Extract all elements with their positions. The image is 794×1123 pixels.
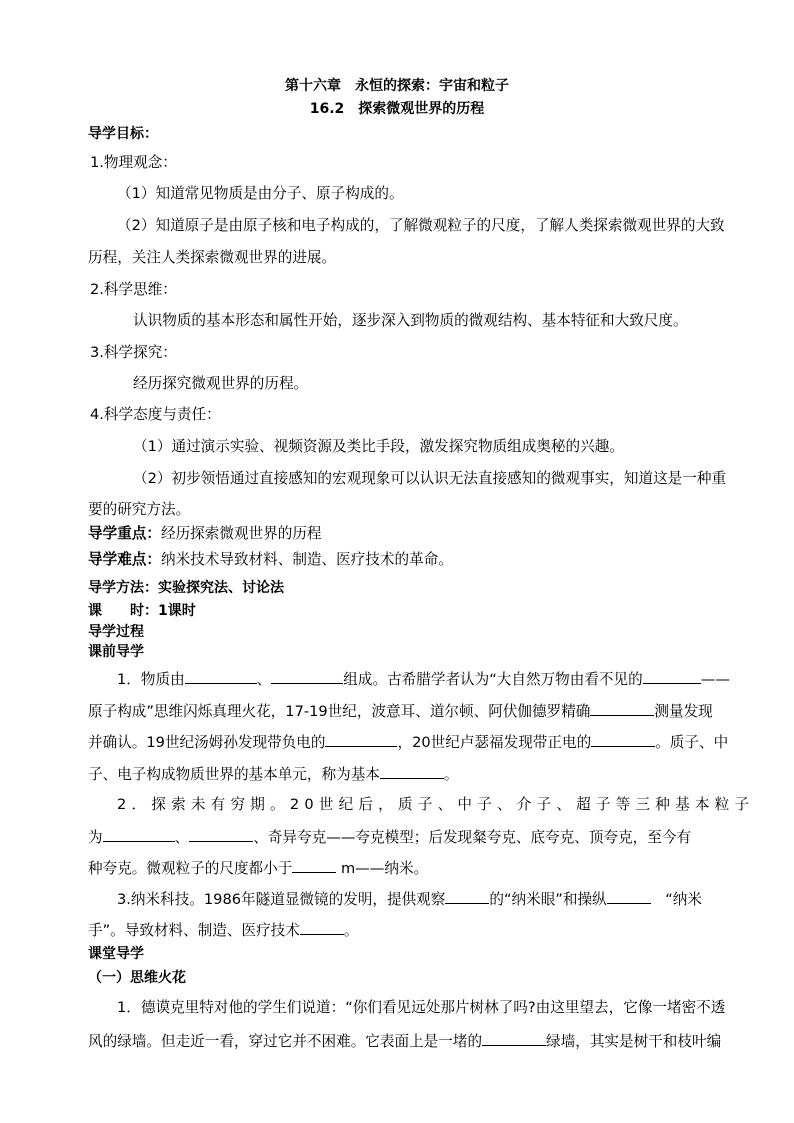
- difficulty: [88, 550, 453, 570]
- in-class-p1-line-2: [88, 1030, 721, 1052]
- blank[interactable]: [300, 919, 344, 935]
- objective-1-item-1: （1）知道常见物质是由分子、原子构成的。: [117, 185, 404, 202]
- q1-line-2: [88, 700, 713, 722]
- objective-1-item-2-line-2: 历程，关注人类探索微观世界的进展。: [88, 249, 337, 266]
- q2-line-2: [88, 826, 691, 848]
- q2-line-3: [88, 857, 428, 879]
- text: 1．物质由: [117, 671, 185, 688]
- objective-2-text: 认识物质的基本形态和属性开始，逐步深入到物质的微观结构、基本特征和大致尺度。: [133, 312, 688, 329]
- objective-3-heading: 3.科学探究：: [90, 344, 177, 361]
- objectives-heading: 导学目标：: [88, 126, 158, 142]
- in-class-heading: 课堂导学: [88, 946, 144, 962]
- section-title: 16.2 探索微观世界的历程: [309, 101, 485, 117]
- blank[interactable]: [292, 857, 336, 873]
- text: 。: [343, 922, 359, 939]
- text: 绿墙，其实是树干和枝叶编: [546, 1033, 722, 1050]
- text: 子、电子构成物质世界的基本单元，称为基本: [88, 766, 380, 783]
- text: 种夸克。微观粒子的尺度都小于: [88, 860, 293, 877]
- text: 、奇异夸克——夸克模型；后发现粲夸克、底夸克、顶夸克，至今有: [253, 829, 692, 846]
- difficulty-text: 纳米技术导致材料、制造、医疗技术的革命。: [160, 551, 453, 568]
- chapter-title: 第十六章 永恒的探索：宇宙和粒子: [285, 78, 509, 94]
- blank[interactable]: [607, 888, 651, 904]
- method: 导学方法：实验探究法、讨论法: [88, 580, 284, 596]
- text: 手”。导致材料、制造、医疗技术: [88, 922, 300, 939]
- text: 、: [174, 829, 190, 846]
- pre-class-heading: 课前导学: [88, 644, 144, 660]
- text: 。: [443, 766, 459, 783]
- blank[interactable]: [380, 763, 444, 779]
- key-point: [88, 524, 322, 544]
- key-point-label: 导学重点：: [88, 525, 161, 542]
- q1-line-1: [117, 668, 730, 690]
- objective-4-item-2-line-2: 要的研究方法。: [88, 501, 191, 518]
- text: ——: [700, 671, 730, 688]
- text: 测量发现: [654, 703, 713, 720]
- blank[interactable]: [271, 668, 343, 684]
- objective-1-heading: 1.物理观念：: [90, 154, 177, 171]
- blank[interactable]: [591, 731, 655, 747]
- blank[interactable]: [643, 668, 701, 684]
- text: m——纳米。: [336, 860, 429, 877]
- subsection-heading: （一）思维火花: [88, 970, 186, 986]
- blank[interactable]: [482, 1030, 546, 1046]
- objective-4-item-2-line-1: （2）初步领悟通过直接感知的宏观现象可以认识无法直接感知的微观事实，知道这是一种重: [133, 470, 727, 487]
- objective-3-text: 经历探究微观世界的历程。: [133, 375, 309, 392]
- key-point-text: 经历探索微观世界的历程: [160, 525, 322, 542]
- text: “纳米: [650, 891, 702, 908]
- objective-4-heading: 4.科学态度与责任：: [90, 406, 221, 423]
- blank[interactable]: [590, 700, 654, 716]
- text: ，20世纪卢瑟福发现带正电的: [397, 734, 592, 751]
- q1-line-4: [88, 763, 459, 785]
- text: 组成。古希腊学者认为“大自然万物由看不见的: [343, 671, 643, 688]
- in-class-p1-line-1: 1．德谟克里特对他的学生们说道：“你们看见远处那片树林了吗?由这里望去，它像一堵密不透: [117, 999, 726, 1016]
- blank[interactable]: [445, 888, 489, 904]
- blank[interactable]: [103, 826, 175, 842]
- objective-1-item-2-line-1: （2）知道原子是由原子核和电子构成的，了解微观粒子的尺度，了解人类探索微观世界的大致: [117, 217, 725, 234]
- period: 课 时：1课时: [88, 603, 196, 619]
- objective-4-item-1: （1）通过演示实验、视频资源及类比手段，激发探究物质组成奥秘的兴趣。: [133, 438, 624, 455]
- text: 3.纳米科技。1986年隧道显微镜的发明，提供观察: [117, 891, 446, 908]
- difficulty-label: 导学难点：: [88, 551, 161, 568]
- q3-line-2: [88, 919, 358, 941]
- blank[interactable]: [325, 731, 397, 747]
- text: 为: [88, 829, 103, 846]
- blank[interactable]: [185, 668, 257, 684]
- text: 风的绿墙。但走近一看，穿过它并不困难。它表面上是一堵的: [88, 1033, 483, 1050]
- text: 的“纳米眼”和操纵: [489, 891, 607, 908]
- text: 原子构成”思维闪烁真理火花，17-19世纪，波意耳、道尔顿、阿伏伽德罗精确: [88, 703, 591, 720]
- q1-line-3: [88, 731, 728, 753]
- text: 。质子、中: [655, 734, 729, 751]
- text: 、: [256, 671, 272, 688]
- q2-line-1: 2．探索未有穷期。20世纪后，质子、中子、介子、超子等三种基本粒子: [117, 796, 755, 813]
- blank[interactable]: [189, 826, 253, 842]
- objective-2-heading: 2.科学思维：: [90, 281, 177, 298]
- q3-line-1: [117, 888, 702, 910]
- text: 并确认。19世纪汤姆孙发现带负电的: [88, 734, 326, 751]
- process-heading: 导学过程: [88, 624, 144, 640]
